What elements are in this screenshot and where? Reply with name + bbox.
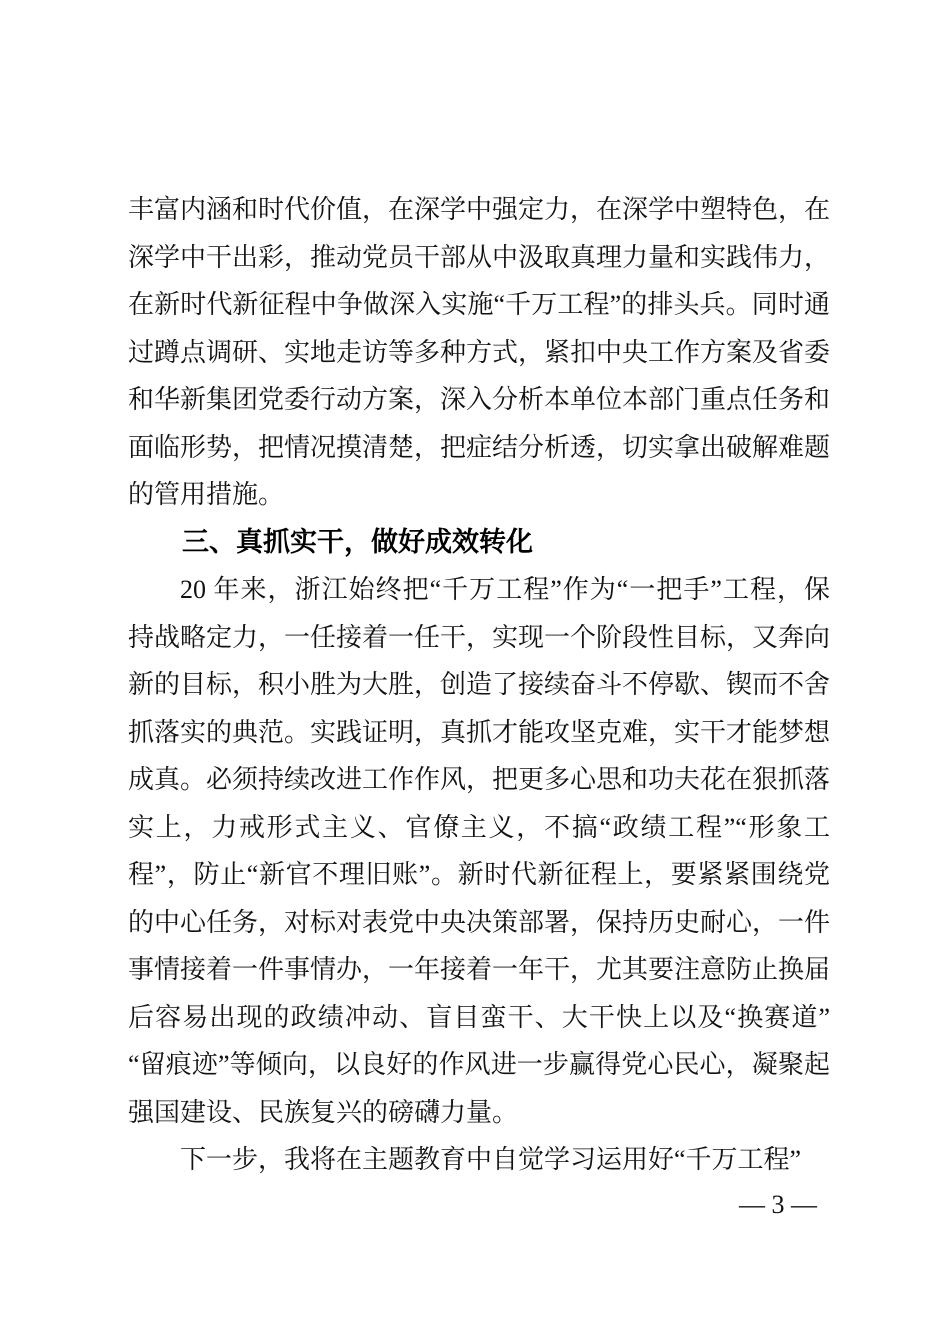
- page-number: — 3 —: [739, 1190, 817, 1219]
- paragraph-body: 20 年来，浙江始终把“千万工程”作为“一把手”工程，保持战略定力，一任接着一任干，实现一个阶段性目标，又奔向新的目标，积小胜为大胜，创造了接续奋斗不停歇、锲而不舍抓落实的典范。实践证明，真抓才能攻坚克难，实干才能梦想成真。必须持续改进工作作风，把更多心思和功夫花在狠抓落实上，力戒形式主义、官僚主义，不搞“政绩工程”“形象工程”，防止“新官不理旧账”。新时代新征程上，要紧紧围绕党的中心任务，对标对表党中央决策部署，保持历史耐心，一件事情接着一件事情办，一年接着一年干，尤其要注意防止换届后容易出现的政绩冲动、盲目蛮干、大干快上以及“换赛道”“留痕迹”等倾向，以良好的作风进一步赢得党心民心，凝聚起强国建设、民族复兴的磅礴力量。: [128, 575, 831, 1127]
- document-body: [128, 186, 830, 1184]
- section-heading: 三、真抓实干，做好成效转化: [182, 526, 533, 557]
- paragraph-body-last: 下一步，我将在主题教育中自觉学习运用好“千万工程”: [180, 1145, 802, 1174]
- paragraph-continuation: 丰富内涵和时代价值，在深学中强定力，在深学中塑特色，在深学中干出彩，推动党员干部从中汲取真理力量和实践伟力，在新时代新征程中争做深入实施“千万工程”的排头兵。同时通过蹲点调研、实地走访等多种方式，紧扣中央工作方案及省委和华新集团党委行动方案，深入分析本单位本部门重点任务和面临形势，把情况摸清楚，把症结分析透，切实拿出破解难题的管用措施。: [128, 195, 831, 509]
